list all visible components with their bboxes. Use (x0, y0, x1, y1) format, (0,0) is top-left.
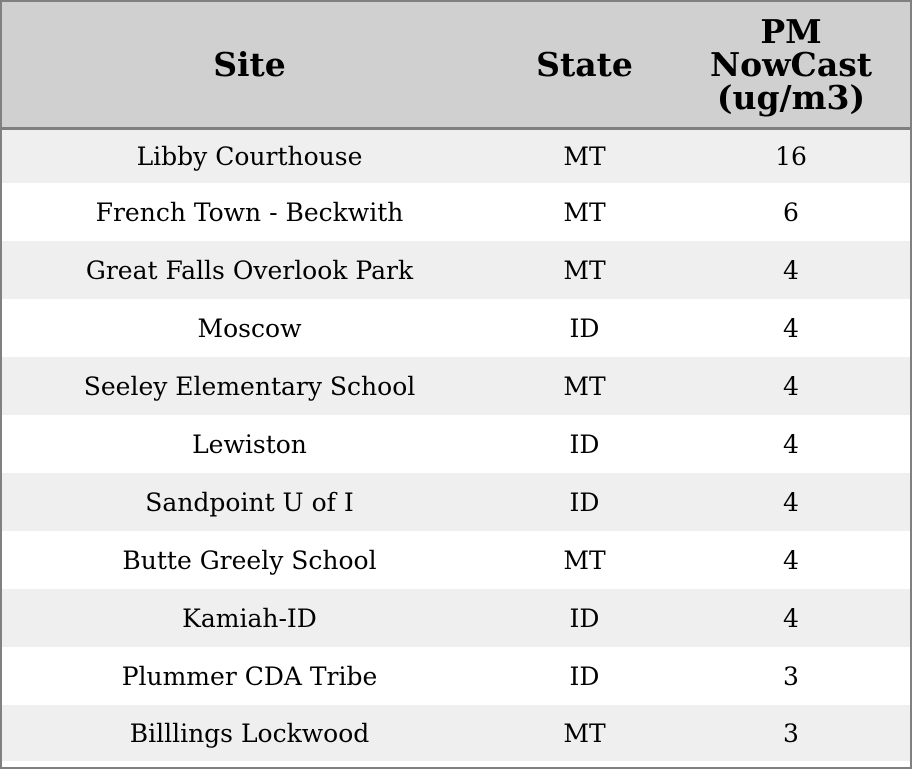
cell-pm-value: 4 (783, 371, 799, 401)
cell-state: ID (569, 487, 600, 517)
cell-pm-value: 3 (783, 718, 799, 748)
cell-state: MT (563, 371, 606, 401)
column-header-pm-nowcast (672, 2, 910, 128)
table-row (2, 531, 910, 589)
table-row (2, 128, 910, 183)
table-row (2, 705, 910, 761)
table-row (2, 357, 910, 415)
cell-pm-value: 6 (783, 197, 799, 227)
cell-site: Billlings Lockwood (129, 718, 370, 748)
column-header-state-line: State (536, 44, 633, 84)
cell-state: MT (563, 197, 606, 227)
cell-pm-value: 4 (783, 603, 799, 633)
header-row (2, 2, 910, 128)
cell-pm-value: 4 (783, 313, 799, 343)
cell-site: Butte Greely School (122, 545, 377, 575)
column-header-pm-line-1: PM (760, 11, 822, 51)
column-header-pm-line-3: (ug/m3) (716, 77, 866, 117)
table-row (2, 473, 910, 531)
cell-site: Moscow (197, 313, 302, 343)
cell-state: ID (569, 661, 600, 691)
cell-state: MT (563, 718, 606, 748)
column-header-pm-line-2: NowCast (709, 44, 873, 84)
cell-site: Plummer CDA Tribe (121, 661, 378, 691)
cell-site: French Town - Beckwith (95, 197, 404, 227)
cell-site: Lewiston (192, 429, 307, 459)
column-header-site-line: Site (213, 44, 286, 84)
table-row (2, 183, 910, 241)
cell-pm-value: 4 (783, 487, 799, 517)
cell-state: MT (563, 141, 606, 171)
cell-state: MT (563, 545, 606, 575)
cell-state: ID (569, 603, 600, 633)
cell-pm-value: 16 (775, 141, 807, 171)
cell-site: Seeley Elementary School (83, 371, 416, 401)
air-quality-table (2, 2, 910, 761)
table-row (2, 647, 910, 705)
cell-site: Kamiah-ID (182, 603, 317, 633)
cell-site: Great Falls Overlook Park (85, 255, 414, 285)
table-header (2, 2, 910, 128)
cell-site: Libby Courthouse (136, 141, 363, 171)
table-body (2, 128, 910, 761)
cell-site: Sandpoint U of I (145, 487, 354, 517)
cell-pm-value: 4 (783, 429, 799, 459)
column-header-state (497, 2, 672, 128)
table-row (2, 299, 910, 357)
cell-pm-value: 4 (783, 545, 799, 575)
table-row (2, 589, 910, 647)
cell-state: ID (569, 429, 600, 459)
column-header-site (2, 2, 497, 128)
table-row (2, 241, 910, 299)
cell-pm-value: 4 (783, 255, 799, 285)
cell-pm-value: 3 (783, 661, 799, 691)
cell-state: ID (569, 313, 600, 343)
cell-state: MT (563, 255, 606, 285)
table-row (2, 415, 910, 473)
